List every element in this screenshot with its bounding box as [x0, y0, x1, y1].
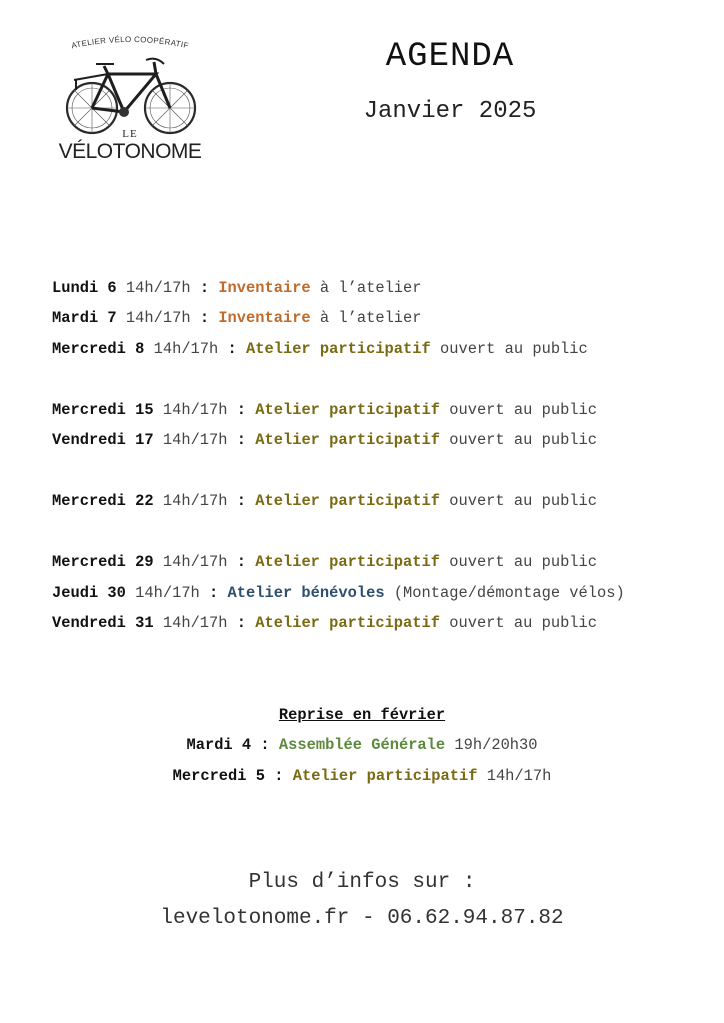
event-day: Vendredi 17: [52, 431, 154, 449]
event-line: [52, 340, 588, 358]
event-title: Atelier bénévoles: [227, 584, 385, 602]
event-time: 14h/17h: [125, 279, 191, 297]
event-detail: à l’atelier: [319, 279, 422, 297]
event-title: Inventaire: [218, 279, 311, 297]
event-separator: :: [236, 492, 247, 510]
event-separator: :: [209, 584, 219, 602]
event-detail: à l’atelier: [319, 309, 422, 327]
event-title: Atelier participatif: [255, 614, 440, 632]
event-separator: :: [199, 309, 210, 327]
event-day: Jeudi 30: [52, 584, 126, 602]
logo-le: LE: [122, 128, 138, 140]
reprise-item: [0, 767, 724, 785]
event-day: Lundi 6: [52, 279, 117, 297]
event-separator: :: [236, 431, 247, 449]
event-title: Inventaire: [218, 309, 311, 327]
event-detail: ouvert au public: [449, 614, 598, 632]
event-separator: :: [236, 553, 247, 571]
event-time: 14h/17h: [135, 584, 200, 602]
logo-name: VÉLOTONOME: [58, 140, 202, 163]
event-day: Mercredi 22: [52, 492, 154, 510]
event-day: Mardi 7: [52, 309, 117, 327]
reprise-time: 19h/20h30: [454, 736, 538, 754]
page-subtitle: Janvier 2025: [363, 98, 537, 125]
event-time: 14h/17h: [162, 431, 228, 449]
event-time: 14h/17h: [153, 340, 219, 358]
event-detail: ouvert au public: [449, 553, 598, 571]
reprise-day: Mardi 4: [186, 736, 252, 754]
event-title: Atelier participatif: [246, 340, 431, 358]
reprise-item: [0, 736, 724, 754]
event-line: [52, 553, 597, 571]
footer-contact: levelotonome.fr - 06.62.94.87.82: [160, 907, 564, 930]
event-detail: ouvert au public: [449, 492, 598, 510]
event-line: [52, 584, 625, 602]
reprise-event: Assemblée Générale: [278, 736, 446, 754]
event-line: [52, 401, 597, 419]
event-day: Mercredi 8: [52, 340, 145, 358]
event-title: Atelier participatif: [255, 553, 440, 571]
event-separator: :: [199, 279, 210, 297]
event-line: [52, 492, 597, 510]
event-separator: :: [227, 340, 237, 358]
reprise-event: Atelier participatif: [292, 767, 478, 785]
svg-text:ATELIER VÉLO COOPÉRATIF: ATELIER VÉLO COOPÉRATIF: [70, 34, 190, 51]
event-detail: (Montage/démontage vélos): [393, 584, 625, 602]
event-separator: :: [236, 614, 247, 632]
event-time: 14h/17h: [162, 614, 228, 632]
event-title: Atelier participatif: [255, 492, 440, 510]
event-line: [52, 279, 422, 297]
event-line: [52, 614, 597, 632]
reprise-separator: :: [274, 767, 284, 785]
event-time: 14h/17h: [162, 553, 228, 571]
event-day: Mercredi 29: [52, 553, 154, 571]
event-separator: :: [236, 401, 247, 419]
page-title: AGENDA: [385, 38, 515, 76]
event-day: Vendredi 31: [52, 614, 154, 632]
event-time: 14h/17h: [125, 309, 191, 327]
event-line: [52, 431, 597, 449]
event-day: Mercredi 15: [52, 401, 154, 419]
footer-info-label: Plus d’infos sur :: [248, 871, 476, 894]
logo: [52, 34, 208, 166]
event-time: 14h/17h: [162, 401, 228, 419]
event-title: Atelier participatif: [255, 401, 440, 419]
event-detail: ouvert au public: [439, 340, 588, 358]
reprise-separator: :: [260, 736, 270, 754]
reprise-time: 14h/17h: [486, 767, 552, 785]
reprise-heading: Reprise en février: [278, 706, 446, 724]
event-time: 14h/17h: [162, 492, 228, 510]
event-detail: ouvert au public: [449, 401, 598, 419]
reprise-heading-line: [0, 706, 724, 724]
reprise-day: Mercredi 5: [172, 767, 265, 785]
event-detail: ouvert au public: [449, 431, 598, 449]
event-line: [52, 309, 422, 327]
event-title: Atelier participatif: [255, 431, 440, 449]
